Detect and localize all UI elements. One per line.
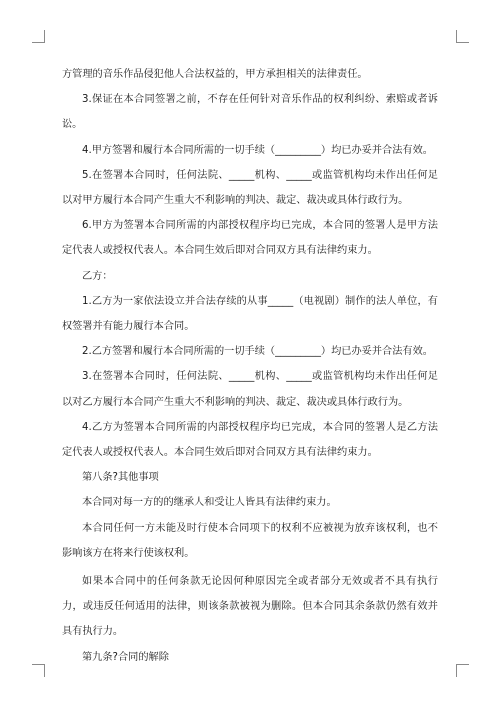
paragraph: 6.甲方为签署本合同所需的内部授权程序均已完成，本合同的签署人是甲方法定代表人或授权代表人。本合同生效后即对合同双方具有法律约束力。 <box>62 220 438 257</box>
article-heading: 第九条?合同的解除 <box>82 651 169 663</box>
paragraph: 2.乙方签署和履行本合同所需的一切手续（_________）均已办妥并合法有效。 <box>82 346 433 358</box>
paragraph: 本合同对每一方的的继承人和受让人皆具有法律约束力。 <box>82 497 337 509</box>
paragraph: 方管理的音乐作品侵犯他人合法权益的，甲方承担相关的法律责任。 <box>62 69 368 80</box>
paragraph: 5.在签署本合同时，任何法院、_____机构、_____或监管机构均未作出任何足以对甲方履行本合同产生重大不利影响的判决、裁定、裁决或具体行政行为。 <box>62 169 438 207</box>
crop-mark-bottom-left <box>32 664 45 677</box>
paragraph: 1.乙方为一家依法设立并合法存续的从事_____（电视剧）制作的法人单位，有权签署并有能力履行本合同。 <box>62 295 438 333</box>
crop-mark-bottom-right <box>456 664 469 677</box>
paragraph: 4.甲方签署和履行本合同所需的一切手续（_________）均已办妥并合法有效。 <box>82 144 433 156</box>
section-label: 乙方： <box>82 270 113 282</box>
paragraph: 3.在签署本合同时，任何法院、_____机构、_____或监管机构均未作出任何足以对乙方履行本合同产生重大不利影响的判决、裁定、裁决或具体行政行为。 <box>62 371 438 408</box>
paragraph: 本合同任何一方未能及时行使本合同项下的权利不应被视为放弃该权利，也不影响该方在将来行使该权利。 <box>62 522 438 559</box>
document-body <box>62 62 438 670</box>
article-heading: 第八条?其他事项 <box>82 472 159 484</box>
paragraph: 3.保证在本合同签署之前，不存在任何针对音乐作品的权利纠纷、索赔或者诉讼。 <box>62 94 438 131</box>
crop-mark-top-right <box>456 30 469 43</box>
paragraph: 如果本合同中的任何条款无论因何种原因完全或者部分无效或者不具有执行力，或违反任何适用的法律，则该条款被视为删除。但本合同其余条款仍然有效并具有执行力。 <box>62 576 438 638</box>
paragraph: 4.乙方为签署本合同所需的内部授权程序均已完成，本合同的签署人是乙方法定代表人或授权代表人。本合同生效后即对合同双方具有法律约束力。 <box>62 421 438 459</box>
crop-mark-top-left <box>32 30 45 43</box>
